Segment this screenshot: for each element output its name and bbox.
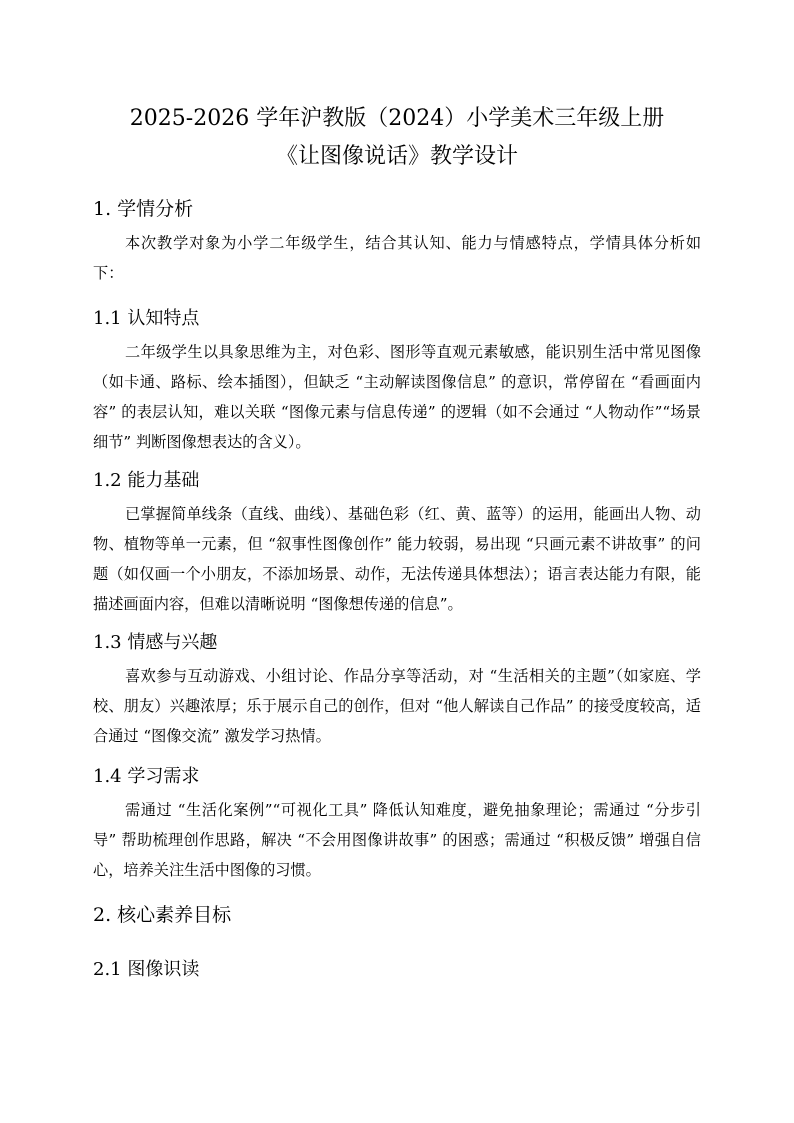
subsection-heading-ability: 1.2 能力基础 — [93, 470, 200, 491]
subsection-heading-image-reading: 2.1 图像识读 — [93, 959, 200, 980]
section-heading-learning-analysis: 1. 学情分析 — [93, 198, 194, 220]
emotion-interest-paragraph: 喜欢参与互动游戏、小组讨论、作品分享等活动，对 “生活相关的主题”（如家庭、学校、朋友）兴趣浓厚；乐于展示自己的创作，但对 “他人解读自己作品” 的接受度较高，适合通过 “图像交流” 激发学习热情。 — [93, 667, 701, 745]
section-heading-core-literacy-goals: 2. 核心素养目标 — [93, 904, 232, 926]
subsection-heading-learning-needs: 1.4 学习需求 — [93, 766, 200, 787]
cognition-paragraph: 二年级学生以具象思维为主，对色彩、图形等直观元素敏感，能识别生活中常见图像（如卡通、路标、绘本插图），但缺乏 “主动解读图像信息” 的意识，常停留在 “看画面内容” 的表层认知，难以关联 “图像元素与信息传递” 的逻辑（如不会通过 “人物动作”“场景细节” 判断图像想表达的含义）。 — [93, 343, 701, 451]
subsection-heading-emotion-interest: 1.3 情感与兴趣 — [93, 632, 218, 653]
ability-paragraph: 已掌握简单线条（直线、曲线）、基础色彩（红、黄、蓝等）的运用，能画出人物、动物、植物等单一元素，但 “叙事性图像创作” 能力较弱，易出现 “只画元素不讲故事” 的问题（如仅画一个小朋友，不添加场景、动作，无法传递具体想法）；语言表达能力有限，能描述画面内容，但难以清晰说明 “图像想传递的信息”。 — [93, 505, 701, 613]
section-intro-paragraph: 本次教学对象为小学二年级学生，结合其认知、能力与情感特点，学情具体分析如下： — [93, 234, 701, 282]
document-title-line-2: 《让图像说话》教学设计 — [275, 144, 518, 169]
subsection-heading-cognition: 1.1 认知特点 — [93, 308, 200, 329]
document-title-line-1: 2025-2026 学年沪教版（2024）小学美术三年级上册 — [129, 106, 665, 131]
learning-needs-paragraph: 需通过 “生活化案例”“可视化工具” 降低认知难度，避免抽象理论；需通过 “分步引导” 帮助梳理创作思路，解决 “不会用图像讲故事” 的困惑；需通过 “积极反馈” 增强自信心，培养关注生活中图像的习惯。 — [93, 801, 701, 879]
